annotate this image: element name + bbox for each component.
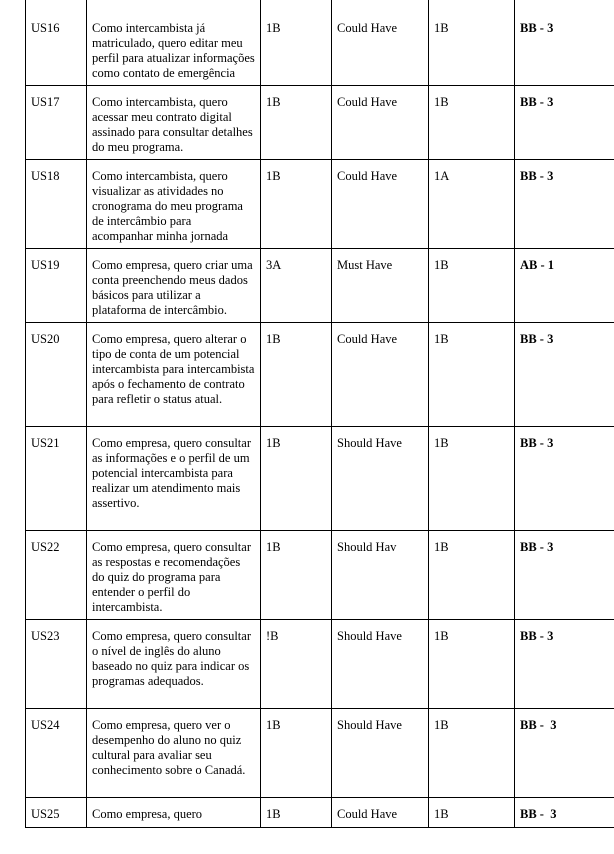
story-description: Como empresa, quero consultar o nível de inglês do aluno baseado no quiz para indicar os programas adequados. xyxy=(87,620,261,709)
story-classification: AB - 1 xyxy=(515,249,614,323)
story-id: US17 xyxy=(26,86,87,160)
story-id: US18 xyxy=(26,160,87,249)
story-description: Como intercambista, quero visualizar as atividades no cronograma do meu programa de intercâmbio para acompanhar minha jornada xyxy=(87,160,261,249)
story-sprint: 1B xyxy=(429,709,515,798)
story-id: US20 xyxy=(26,323,87,427)
table-row xyxy=(26,160,614,249)
table-row xyxy=(26,86,614,160)
story-priority: Could Have xyxy=(332,798,429,828)
story-estimate: 1B xyxy=(261,427,332,531)
story-description: Como empresa, quero consultar as respostas e recomendações do quiz do programa para entender o perfil do intercambista. xyxy=(87,531,261,620)
story-sprint: 1B xyxy=(429,86,515,160)
story-id: US16 xyxy=(26,0,87,86)
story-estimate: 1B xyxy=(261,798,332,828)
story-sprint: 1B xyxy=(429,531,515,620)
story-estimate: 1B xyxy=(261,0,332,86)
story-priority: Should Hav xyxy=(332,531,429,620)
story-sprint: 1B xyxy=(429,798,515,828)
story-sprint: 1A xyxy=(429,160,515,249)
story-sprint: 1B xyxy=(429,620,515,709)
story-description: Como empresa, quero alterar o tipo de conta de um potencial intercambista para intercambista após o fechamento de contrato para refletir o status atual. xyxy=(87,323,261,427)
story-estimate: 1B xyxy=(261,323,332,427)
story-classification: BB - 3 xyxy=(515,798,614,828)
story-id: US19 xyxy=(26,249,87,323)
story-sprint: 1B xyxy=(429,427,515,531)
story-description: Como intercambista, quero acessar meu contrato digital assinado para consultar detalhes do meu programa. xyxy=(87,86,261,160)
story-classification: BB - 3 xyxy=(515,160,614,249)
table-row xyxy=(26,620,614,709)
story-estimate: 1B xyxy=(261,709,332,798)
story-classification: BB - 3 xyxy=(515,0,614,86)
story-id: US23 xyxy=(26,620,87,709)
story-description: Como empresa, quero xyxy=(87,798,261,828)
story-description: Como intercambista já matriculado, quero editar meu perfil para atualizar informações como contato de emergência xyxy=(87,0,261,86)
story-description: Como empresa, quero criar uma conta preenchendo meus dados básicos para utilizar a plataforma de intercâmbio. xyxy=(87,249,261,323)
story-priority: Could Have xyxy=(332,0,429,86)
story-id: US24 xyxy=(26,709,87,798)
story-estimate: 3A xyxy=(261,249,332,323)
table-row xyxy=(26,249,614,323)
story-id: US22 xyxy=(26,531,87,620)
story-priority: Could Have xyxy=(332,323,429,427)
table-row xyxy=(26,709,614,798)
story-priority: Must Have xyxy=(332,249,429,323)
story-description: Como empresa, quero consultar as informações e o perfil de um potencial intercambista para realizar um atendimento mais assertivo. xyxy=(87,427,261,531)
story-estimate: !B xyxy=(261,620,332,709)
story-priority: Should Have xyxy=(332,709,429,798)
story-estimate: 1B xyxy=(261,86,332,160)
story-description: Como empresa, quero ver o desempenho do aluno no quiz cultural para avaliar seu conhecimento sobre o Canadá. xyxy=(87,709,261,798)
story-classification: BB - 3 xyxy=(515,86,614,160)
story-sprint: 1B xyxy=(429,0,515,86)
story-id: US21 xyxy=(26,427,87,531)
story-priority: Should Have xyxy=(332,620,429,709)
story-id: US25 xyxy=(26,798,87,828)
table-row xyxy=(26,798,614,828)
story-classification: BB - 3 xyxy=(515,531,614,620)
story-sprint: 1B xyxy=(429,249,515,323)
story-priority: Could Have xyxy=(332,160,429,249)
user-stories-table xyxy=(25,0,614,828)
story-priority: Should Have xyxy=(332,427,429,531)
story-estimate: 1B xyxy=(261,531,332,620)
story-sprint: 1B xyxy=(429,323,515,427)
table-row xyxy=(26,323,614,427)
story-classification: BB - 3 xyxy=(515,709,614,798)
story-classification: BB - 3 xyxy=(515,620,614,709)
story-classification: BB - 3 xyxy=(515,427,614,531)
story-estimate: 1B xyxy=(261,160,332,249)
story-priority: Could Have xyxy=(332,86,429,160)
table-row xyxy=(26,0,614,86)
table-row xyxy=(26,427,614,531)
story-classification: BB - 3 xyxy=(515,323,614,427)
table-row xyxy=(26,531,614,620)
